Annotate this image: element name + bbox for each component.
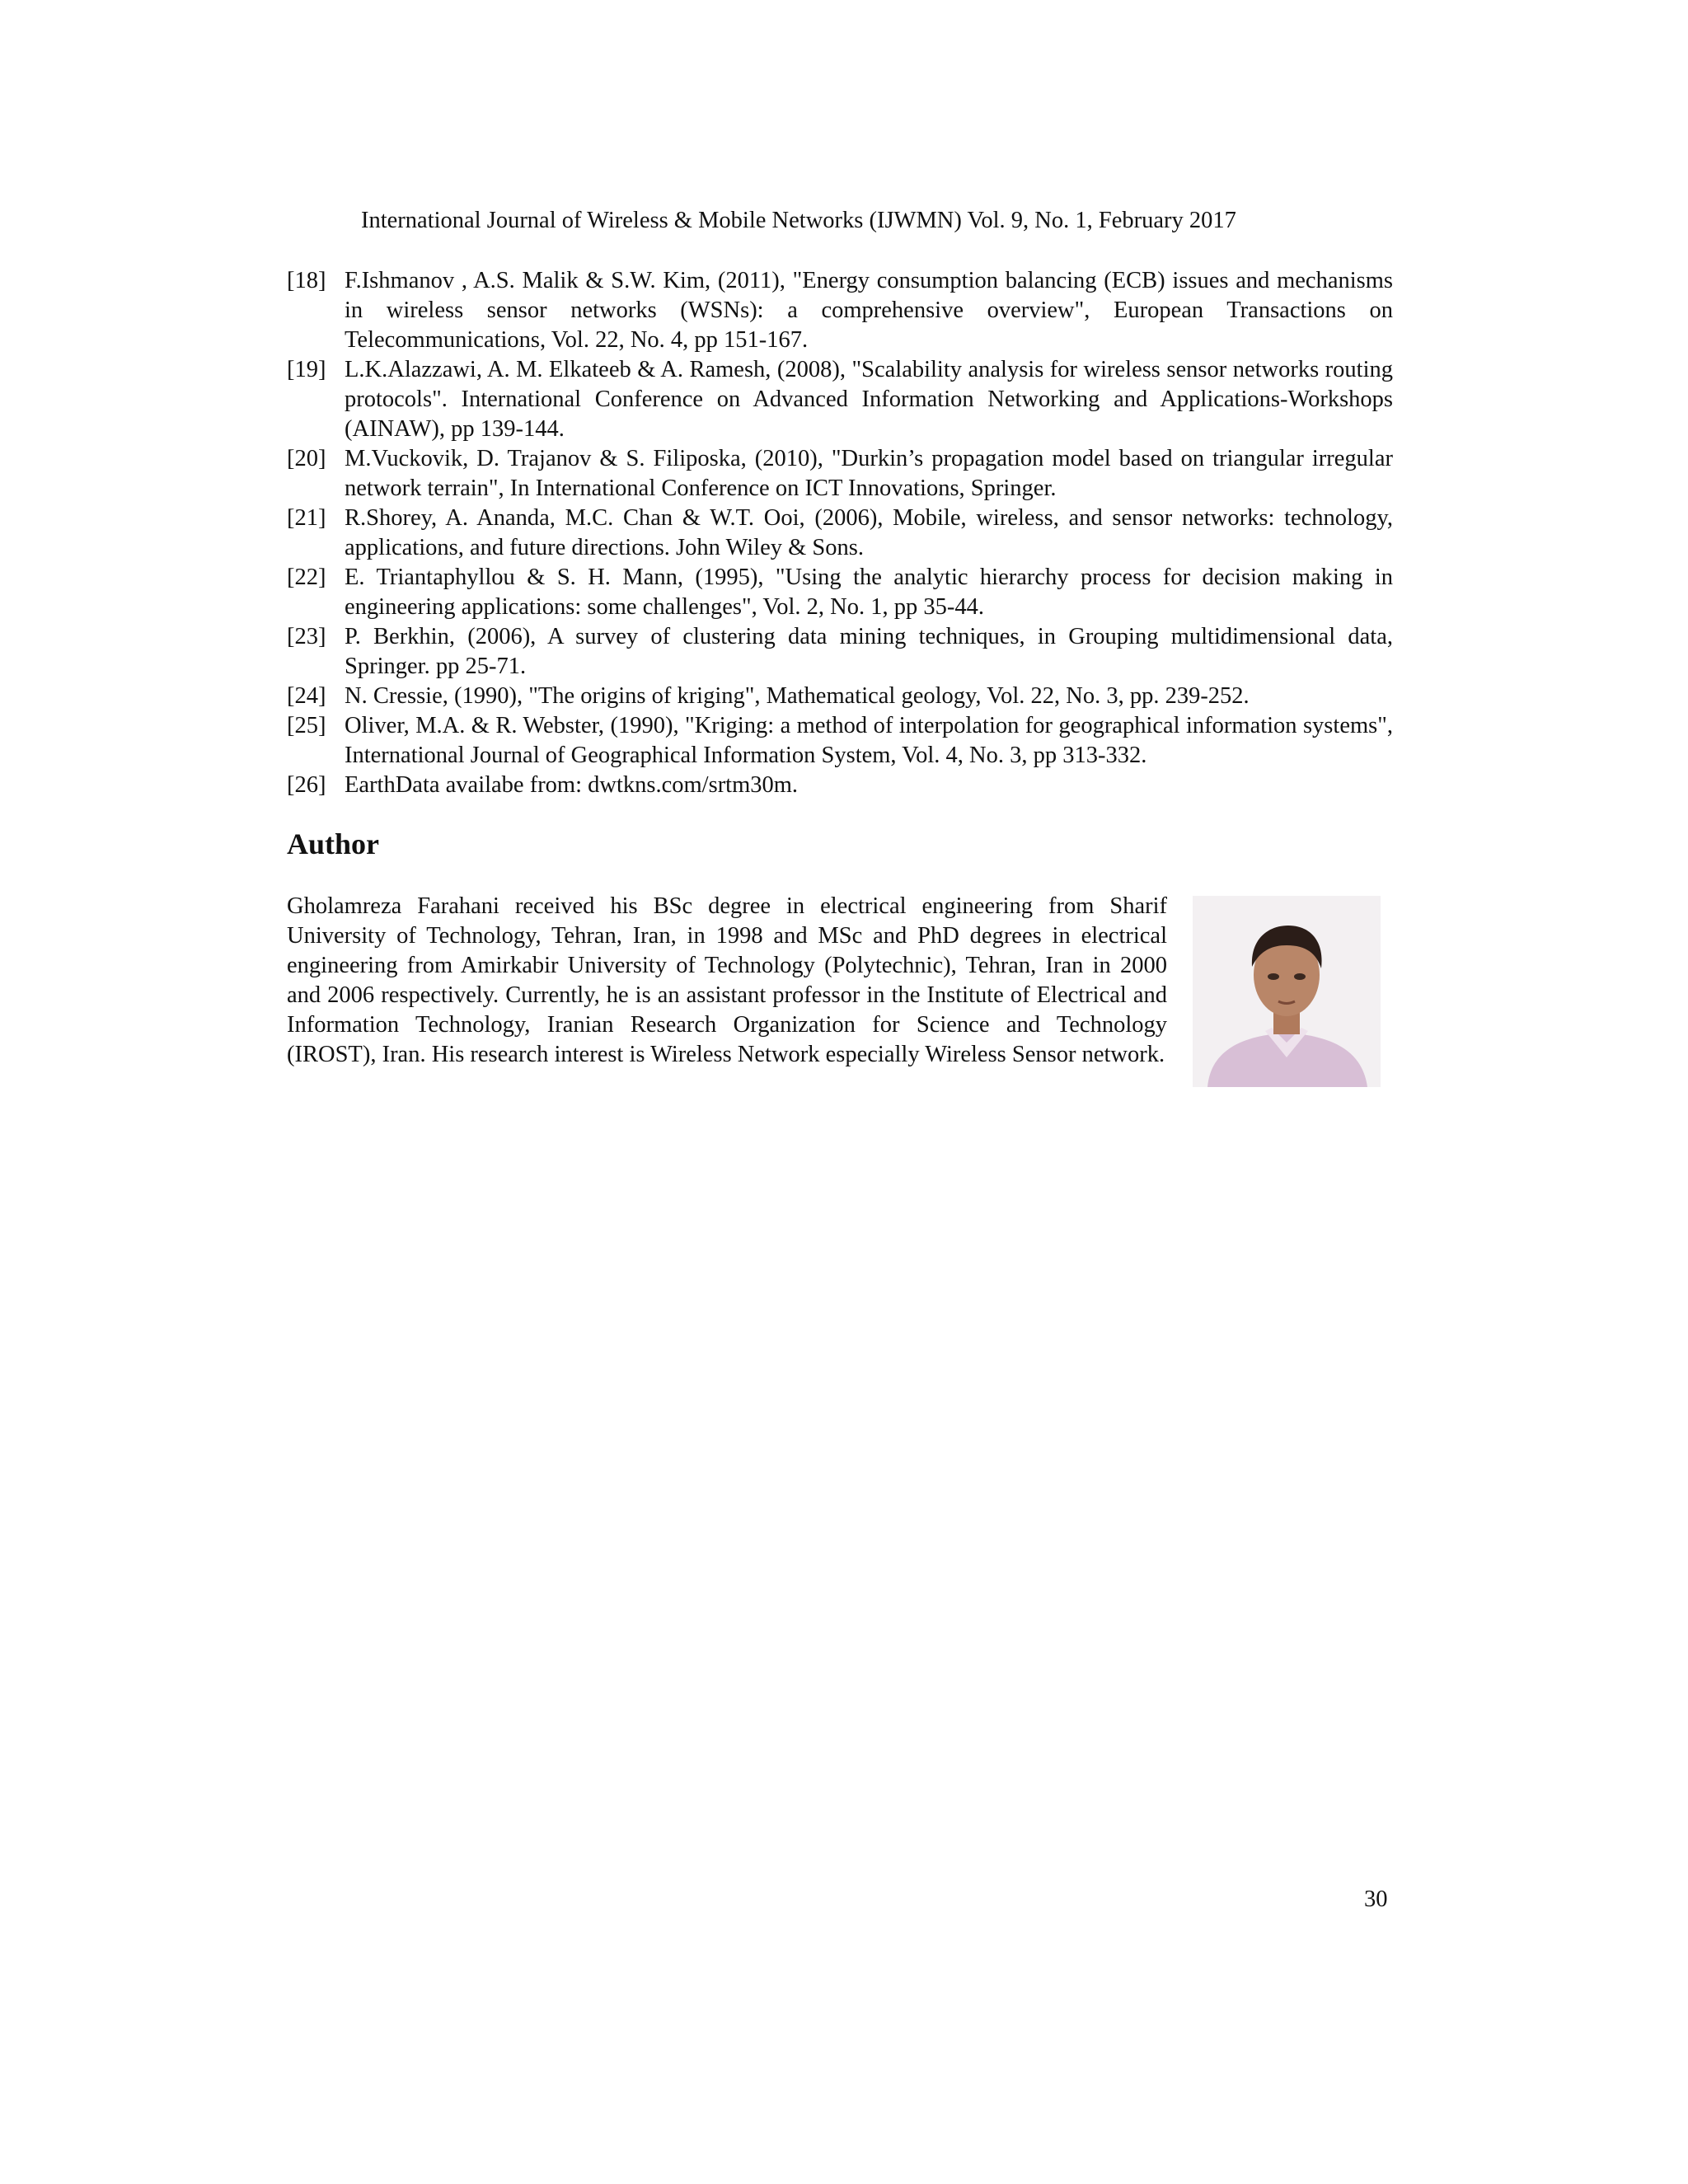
reference-text: M.Vuckovik, D. Trajanov & S. Filiposka, (2010), "Durkin’s propagation model based on triangular irregular network terrain", In International Conference on ICT Innovations, Springer. xyxy=(345,446,1393,501)
reference-item-20 xyxy=(287,444,1393,504)
reference-text: E. Triantaphyllou & S. H. Mann, (1995), "Using the analytic hierarchy process for decision making in engineering applications: some challenges", Vol. 2, No. 1, pp 35-44. xyxy=(345,565,1393,620)
reference-text: R.Shorey, A. Ananda, M.C. Chan & W.T. Ooi, (2006), Mobile, wireless, and sensor networks: technology, applications, and future directions. John Wiley & Sons. xyxy=(345,505,1393,560)
author-bio: Gholamreza Farahani received his BSc degree in electrical engineering from Sharif University of Technology, Tehran, Iran, in 1998 and MSc and PhD degrees in electrical engineering from Amirkabir University of Technology (Polytechnic), Tehran, Iran in 2000 and 2006 respectively. Currently, he is an assistant professor in the Institute of Electrical and Information Technology, Iranian Research Organization for Science and Technology (IROST), Iran. His research interest is Wireless Network especially Wireless Sensor network. xyxy=(287,893,1167,1067)
reference-number: [22] xyxy=(287,565,326,590)
reference-item-22 xyxy=(287,563,1393,622)
reference-number: [24] xyxy=(287,683,326,709)
reference-number: [25] xyxy=(287,713,326,738)
reference-number: [23] xyxy=(287,624,326,649)
reference-number: [20] xyxy=(287,446,326,471)
reference-text: P. Berkhin, (2006), A survey of clustering data mining techniques, in Grouping multidimensional data, Springer. pp 25-71. xyxy=(345,624,1393,679)
reference-text: EarthData availabe from: dwtkns.com/srtm30m. xyxy=(345,772,799,798)
reference-item-21 xyxy=(287,504,1393,563)
author-photo xyxy=(1193,896,1381,1087)
reference-text: N. Cressie, (1990), "The origins of kriging", Mathematical geology, Vol. 22, No. 3, pp. 239-252. xyxy=(345,683,1250,709)
author-heading: Author xyxy=(287,827,380,860)
reference-text: F.Ishmanov , A.S. Malik & S.W. Kim, (2011), "Energy consumption balancing (ECB) issues and mechanisms in wireless sensor networks (WSNs): a comprehensive overview", European Transactions on Telecommunications, Vol. 22, No. 4, pp 151-167. xyxy=(345,268,1393,353)
reference-number: [18] xyxy=(287,268,326,293)
reference-number: [19] xyxy=(287,357,326,382)
reference-number: [26] xyxy=(287,772,326,798)
reference-item-19 xyxy=(287,355,1393,444)
author-portrait-icon xyxy=(1193,896,1381,1087)
reference-item-25 xyxy=(287,711,1393,771)
reference-list xyxy=(287,266,1393,800)
reference-item-26 xyxy=(287,771,1393,800)
reference-text: L.K.Alazzawi, A. M. Elkateeb & A. Ramesh, (2008), "Scalability analysis for wireless sensor networks routing protocols". International Conference on Advanced Information Networking and Applications-Workshops (AINAW), pp 139-144. xyxy=(345,357,1393,442)
reference-number: [21] xyxy=(287,505,326,531)
reference-item-24 xyxy=(287,682,1393,711)
reference-item-18 xyxy=(287,266,1393,355)
running-header: International Journal of Wireless & Mobile Networks (IJWMN) Vol. 9, No. 1, February 2017 xyxy=(361,208,1236,233)
page-number: 30 xyxy=(1364,1886,1388,1912)
reference-item-23 xyxy=(287,622,1393,682)
reference-text: Oliver, M.A. & R. Webster, (1990), "Kriging: a method of interpolation for geographical information systems", International Journal of Geographical Information System, Vol. 4, No. 3, pp 313-332. xyxy=(345,713,1393,768)
